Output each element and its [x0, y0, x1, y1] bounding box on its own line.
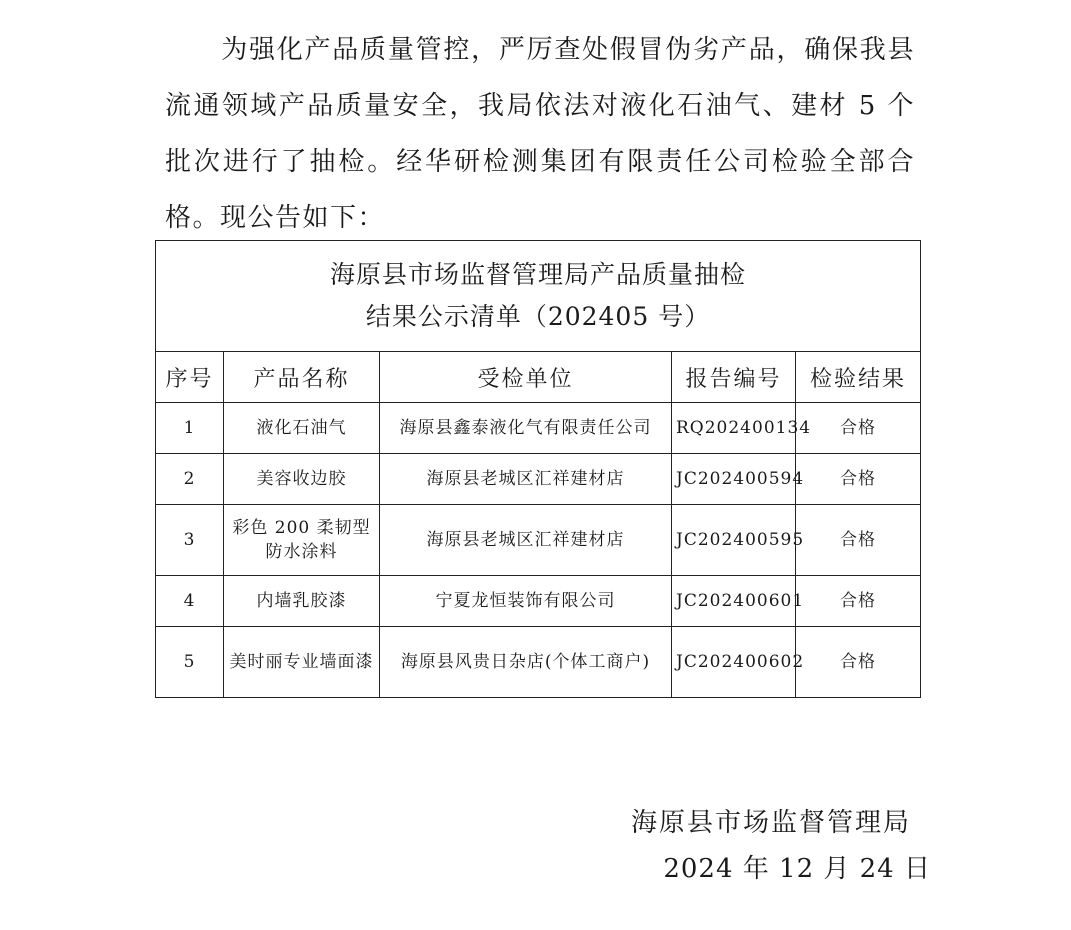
row-unit: 海原县风贵日杂店(个体工商户): [380, 627, 672, 698]
intro-paragraph: [165, 22, 915, 246]
row-report: JC202400602: [672, 627, 796, 698]
table-row: [156, 403, 921, 454]
issuing-organization: 海原县市场监督管理局: [630, 808, 911, 838]
row-report: JC202400595: [672, 505, 796, 576]
row-no: 1: [156, 403, 224, 454]
row-unit: 海原县鑫泰液化气有限责任公司: [380, 403, 672, 454]
header-product: 产品名称: [224, 352, 380, 403]
row-product: 液化石油气: [224, 403, 380, 454]
row-product: 美时丽专业墙面漆: [224, 627, 380, 698]
row-result: 合格: [796, 454, 921, 505]
signature-block: [630, 800, 931, 892]
table-title-line2: 结果公示清单（202405 号）: [365, 302, 711, 331]
header-unit: 受检单位: [380, 352, 672, 403]
header-no: 序号: [156, 352, 224, 403]
row-no: 2: [156, 454, 224, 505]
row-report: JC202400601: [672, 576, 796, 627]
table-row: [156, 627, 921, 698]
row-product: 美容收边胶: [224, 454, 380, 505]
row-product: 彩色 200 柔韧型防水涂料: [224, 505, 380, 576]
row-no: 3: [156, 505, 224, 576]
row-unit: 宁夏龙恒装饰有限公司: [380, 576, 672, 627]
row-result: 合格: [796, 576, 921, 627]
header-result: 检验结果: [796, 352, 921, 403]
header-report: 报告编号: [672, 352, 796, 403]
table-title-line1: 海原县市场监督管理局产品质量抽检: [330, 260, 747, 289]
row-result: 合格: [796, 403, 921, 454]
intro-text: 为强化产品质量管控，严厉查处假冒伪劣产品，确保我县流通领域产品质量安全，我局依法对液化石油气、建材 5 个批次进行了抽检。经华研检测集团有限责任公司检验全部合格。现公告如下：: [165, 35, 915, 233]
table-header-row: [156, 352, 921, 403]
row-report: RQ202400134: [672, 403, 796, 454]
table-row: [156, 505, 921, 576]
table-title: [156, 241, 921, 352]
issue-date: 2024 年 12 月 24 日: [663, 854, 931, 884]
row-unit: 海原县老城区汇祥建材店: [380, 505, 672, 576]
row-no: 5: [156, 627, 224, 698]
table-row: [156, 576, 921, 627]
row-product: 内墙乳胶漆: [224, 576, 380, 627]
row-result: 合格: [796, 505, 921, 576]
inspection-result-table: [155, 240, 921, 698]
table-row: [156, 454, 921, 505]
row-no: 4: [156, 576, 224, 627]
row-unit: 海原县老城区汇祥建材店: [380, 454, 672, 505]
row-report: JC202400594: [672, 454, 796, 505]
row-result: 合格: [796, 627, 921, 698]
